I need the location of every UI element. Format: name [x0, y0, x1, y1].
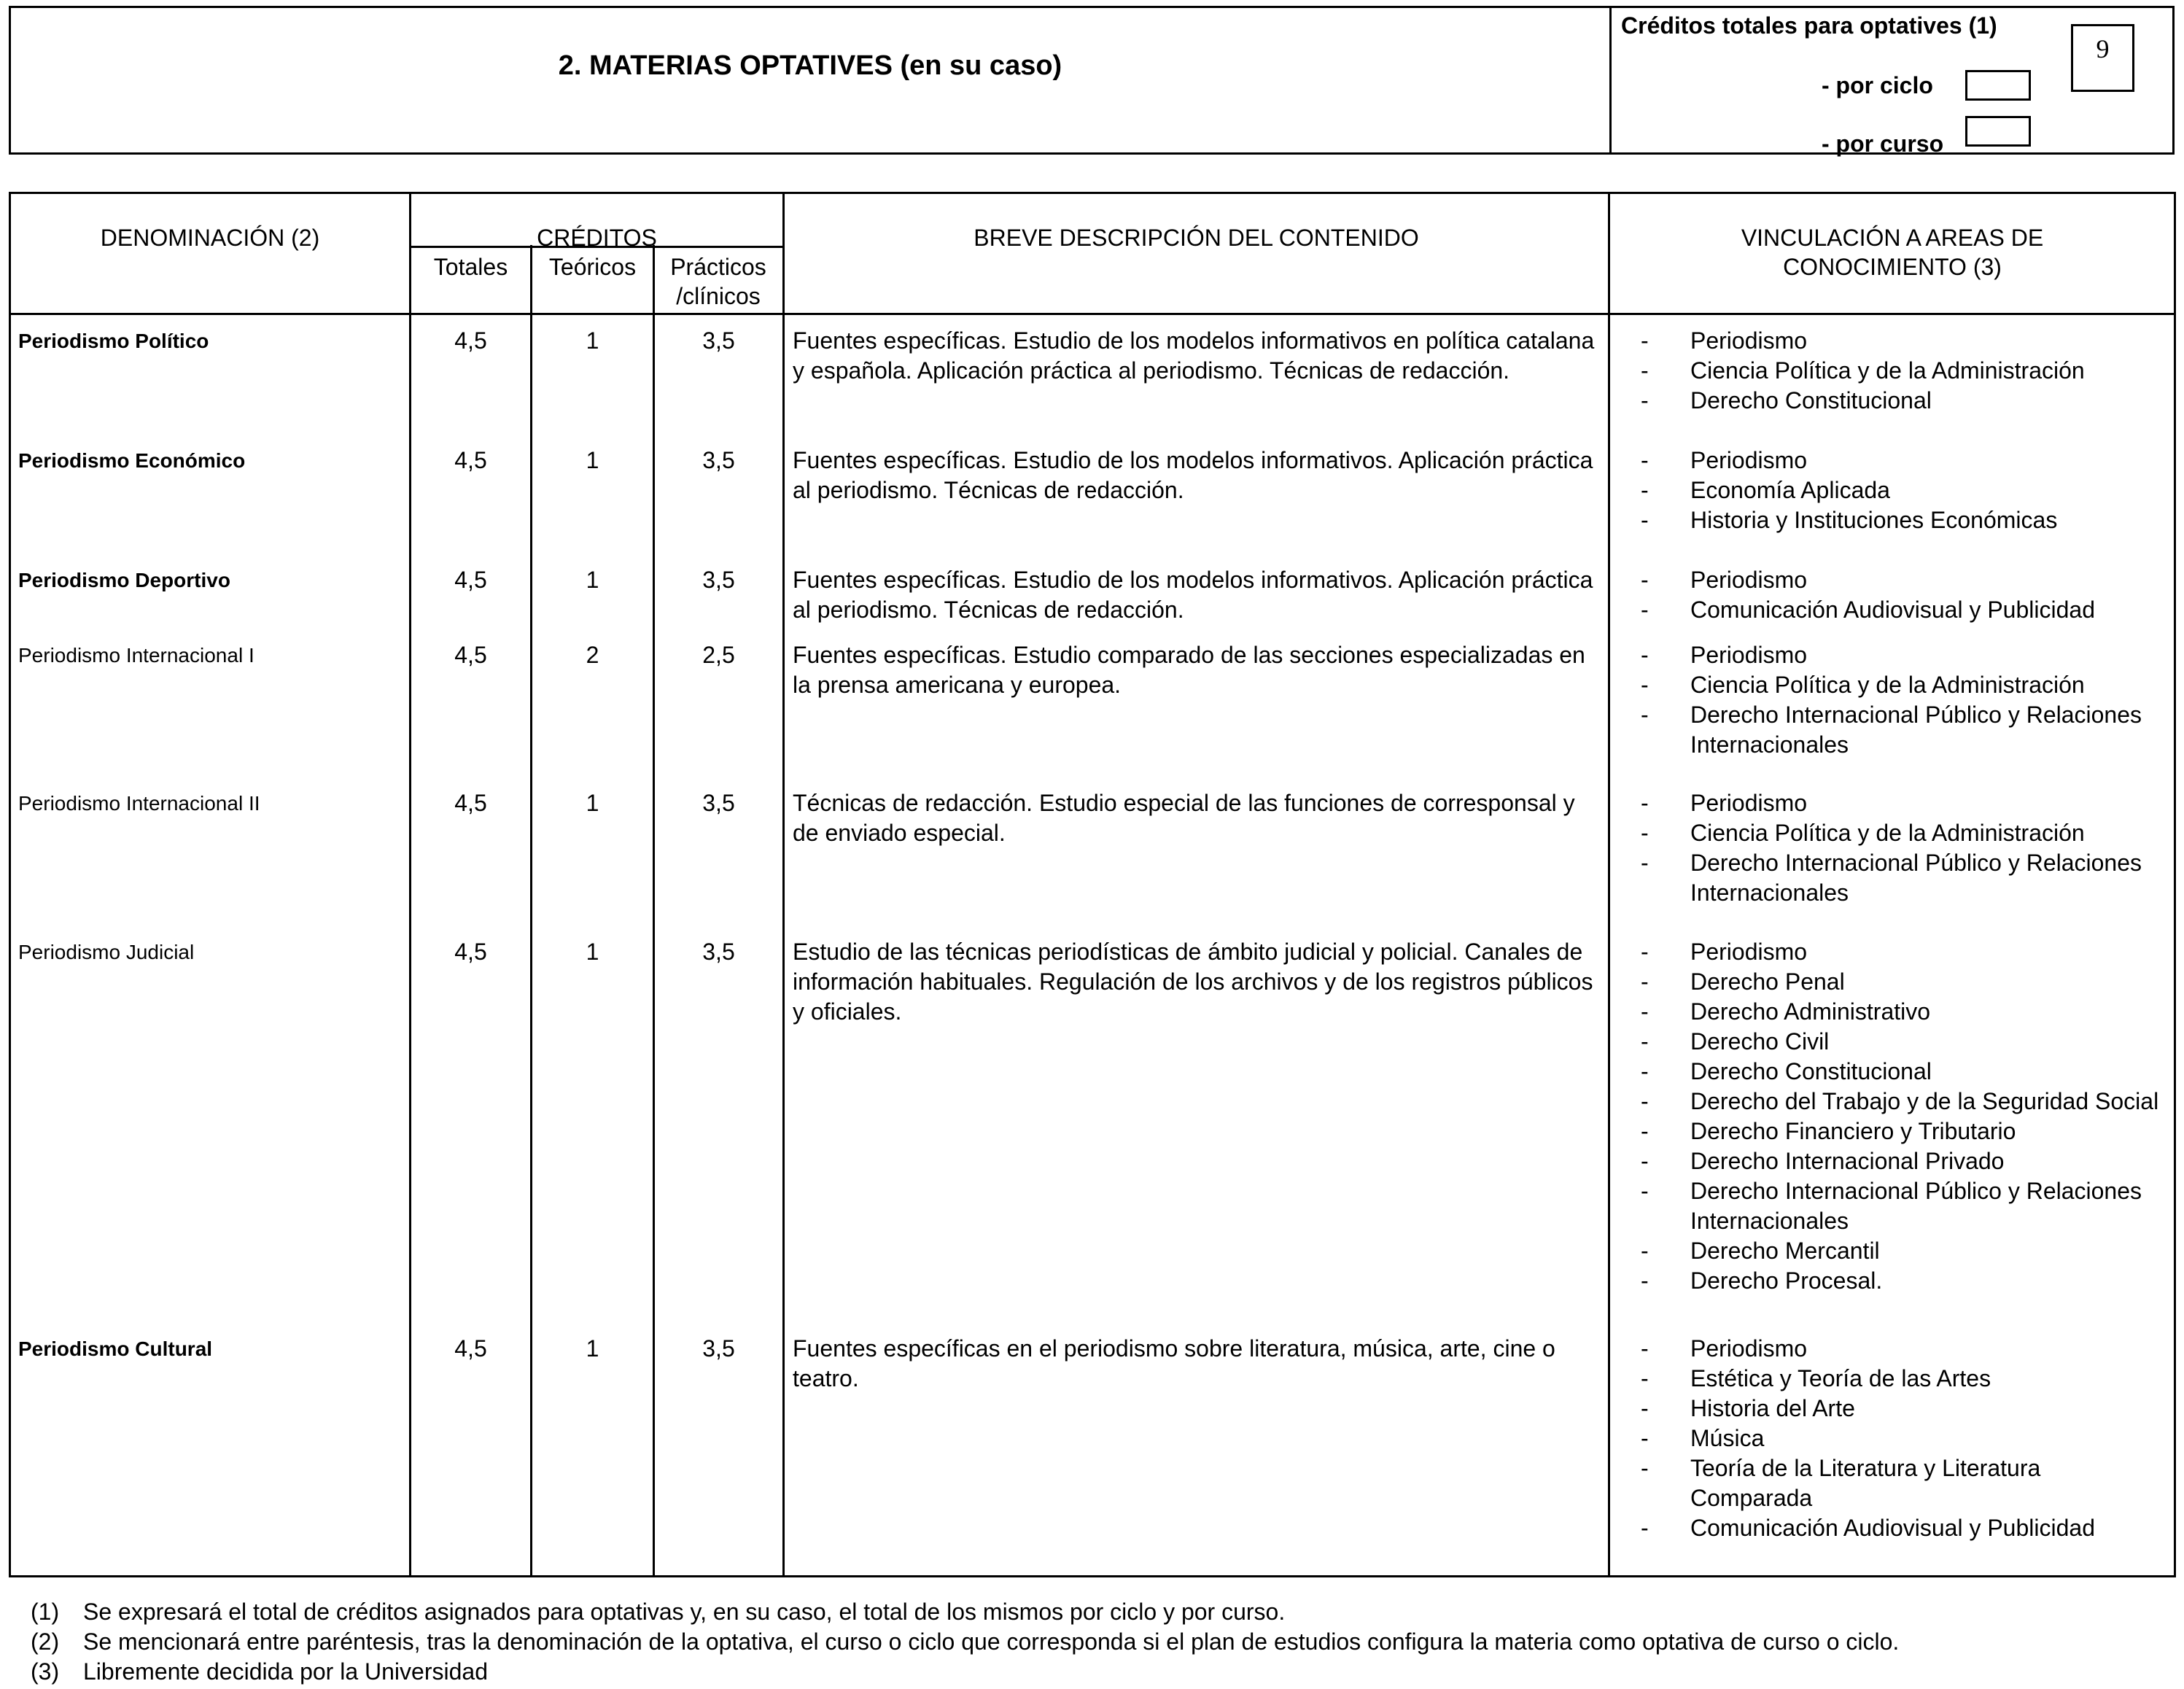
- credits-practical: 3,5: [702, 1335, 735, 1362]
- credits-total: 4,5: [454, 567, 487, 593]
- knowledge-area-item: - Derecho Internacional Público y Relaciones Internacionales: [1641, 700, 2166, 760]
- knowledge-area-item: - Periodismo: [1641, 937, 2166, 967]
- knowledge-area-item: - Comunicación Audiovisual y Publicidad: [1641, 1513, 2166, 1543]
- total-credits-box: 9: [2071, 24, 2134, 92]
- knowledge-area-item: - Derecho Financiero y Tributario: [1641, 1117, 2166, 1146]
- knowledge-area-item: - Ciencia Política y de la Administración: [1641, 818, 2166, 848]
- subject-name: Periodismo Judicial: [18, 941, 195, 963]
- knowledge-area-item: - Historia del Arte: [1641, 1394, 2166, 1424]
- subjects-table: [9, 192, 2176, 1577]
- credits-practical: 3,5: [702, 567, 735, 593]
- credits-total: 4,5: [454, 642, 487, 668]
- knowledge-area-item: - Derecho Civil: [1641, 1027, 2166, 1057]
- credits-total: 4,5: [454, 327, 487, 354]
- knowledge-areas-list: [1641, 1334, 2166, 1543]
- credits-practical: 3,5: [702, 939, 735, 965]
- footnote: [31, 1627, 1899, 1657]
- credits-practical: 3,5: [702, 327, 735, 354]
- knowledge-area-item: - Periodismo: [1641, 565, 2166, 595]
- subject-name: Periodismo Político: [18, 330, 209, 352]
- knowledge-area-item: - Periodismo: [1641, 788, 2166, 818]
- knowledge-area-item: - Historia y Instituciones Económicas: [1641, 505, 2166, 535]
- subject-description: Fuentes específicas en el periodismo sobre literatura, música, arte, cine o teatro.: [793, 1335, 1555, 1391]
- knowledge-area-item: - Derecho Constitucional: [1641, 1057, 2166, 1087]
- col-header-name: DENOMINACIÓN (2): [100, 225, 320, 251]
- knowledge-area-item: - Teoría de la Literatura y Literatura Comparada: [1641, 1453, 2166, 1513]
- credits-total: 4,5: [454, 447, 487, 473]
- column-divider: [1608, 194, 1610, 1575]
- footnote-text: Libremente decidida por la Universidad: [83, 1658, 488, 1685]
- subject-name: Periodismo Cultural: [18, 1337, 213, 1360]
- knowledge-area-item: - Música: [1641, 1424, 2166, 1453]
- per-cycle-label: - por ciclo: [1822, 72, 1933, 98]
- knowledge-area-item: - Ciencia Política y de la Administración: [1641, 356, 2166, 386]
- knowledge-areas-list: [1641, 640, 2166, 760]
- knowledge-area-item: - Comunicación Audiovisual y Publicidad: [1641, 595, 2166, 625]
- knowledge-area-item: - Periodismo: [1641, 326, 2166, 356]
- credits-practical: 3,5: [702, 790, 735, 816]
- column-divider: [782, 194, 785, 1575]
- knowledge-areas-list: [1641, 937, 2166, 1296]
- subject-description: Fuentes específicas. Estudio comparado de las secciones especializadas en la prensa americana y europea.: [793, 642, 1585, 698]
- credits-total: 4,5: [454, 1335, 487, 1362]
- per-course-label: - por curso: [1822, 131, 1944, 157]
- credits-practical: 3,5: [702, 447, 735, 473]
- knowledge-area-item: - Derecho Constitucional: [1641, 386, 2166, 416]
- credits-practical: 2,5: [702, 642, 735, 668]
- footnote-marker: (2): [31, 1628, 60, 1655]
- knowledge-area-item: - Derecho Mercantil: [1641, 1236, 2166, 1266]
- knowledge-area-item: - Economía Aplicada: [1641, 475, 2166, 505]
- knowledge-area-item: - Derecho del Trabajo y de la Seguridad Social: [1641, 1087, 2166, 1117]
- knowledge-areas-list: [1641, 565, 2166, 625]
- subject-description: Fuentes específicas. Estudio de los modelos informativos en política catalana y española. Aplicación práctica al periodismo. Técnicas de redacción.: [793, 327, 1595, 384]
- column-divider: [653, 245, 655, 1575]
- per-cycle-box: [1965, 70, 2031, 101]
- footnote: [31, 1597, 1899, 1627]
- subject-name: Periodismo Internacional II: [18, 792, 260, 815]
- section-title-cell: [11, 8, 1612, 152]
- section-title: 2. MATERIAS OPTATIVES (en su caso): [558, 50, 1062, 81]
- knowledge-area-item: - Periodismo: [1641, 1334, 2166, 1364]
- knowledge-area-item: - Periodismo: [1641, 446, 2166, 475]
- subject-description: Fuentes específicas. Estudio de los modelos informativos. Aplicación práctica al periodismo. Técnicas de redacción.: [793, 447, 1593, 503]
- knowledge-area-item: - Derecho Internacional Público y Relaciones Internacionales: [1641, 1176, 2166, 1236]
- footnote: [31, 1657, 1899, 1687]
- col-header-practical: Prácticos /clínicos: [670, 254, 766, 309]
- column-divider: [530, 245, 532, 1575]
- per-course-box: [1965, 116, 2031, 147]
- credits-theory: 1: [586, 939, 599, 965]
- knowledge-area-item: - Derecho Penal: [1641, 967, 2166, 997]
- knowledge-area-item: - Estética y Teoría de las Artes: [1641, 1364, 2166, 1394]
- knowledge-areas-list: [1641, 788, 2166, 908]
- knowledge-area-item: - Derecho Internacional Privado: [1641, 1146, 2166, 1176]
- credits-theory: 2: [586, 642, 599, 668]
- knowledge-areas-list: [1641, 446, 2166, 535]
- header-bottom-rule: [11, 313, 2174, 315]
- col-header-credits: CRÉDITOS: [537, 225, 657, 251]
- credits-theory: 1: [586, 567, 599, 593]
- credits-total: 4,5: [454, 790, 487, 816]
- col-header-description: BREVE DESCRIPCIÓN DEL CONTENIDO: [974, 225, 1419, 251]
- footnote-marker: (3): [31, 1658, 60, 1685]
- footnote-text: Se mencionará entre paréntesis, tras la denominación de la optativa, el curso o ciclo que corresponda si el plan de estudios configura la materia como optativa de curso o ciclo.: [83, 1628, 1900, 1655]
- col-header-areas: VINCULACIÓN A AREAS DE CONOCIMIENTO (3): [1741, 225, 2044, 280]
- knowledge-areas-list: [1641, 326, 2166, 416]
- credits-theory: 1: [586, 327, 599, 354]
- knowledge-area-item: - Ciencia Política y de la Administración: [1641, 670, 2166, 700]
- total-credits-label: Créditos totales para optatives (1): [1621, 12, 1997, 39]
- footnote-text: Se expresará el total de créditos asignados para optativas y, en su caso, el total de los mismos por ciclo y por curso.: [83, 1599, 1286, 1625]
- subject-name: Periodismo Internacional I: [18, 644, 254, 667]
- knowledge-area-item: - Derecho Administrativo: [1641, 997, 2166, 1027]
- knowledge-area-item: - Derecho Procesal.: [1641, 1266, 2166, 1296]
- credits-theory: 1: [586, 790, 599, 816]
- footnote-marker: (1): [31, 1599, 60, 1625]
- credits-theory: 1: [586, 447, 599, 473]
- header-box: [9, 6, 2175, 155]
- col-header-theory: Teóricos: [548, 254, 637, 280]
- credits-theory: 1: [586, 1335, 599, 1362]
- subject-description: Técnicas de redacción. Estudio especial de las funciones de corresponsal y de enviado especial.: [793, 790, 1575, 846]
- subject-description: Estudio de las técnicas periodísticas de ámbito judicial y policial. Canales de información habituales. Regulación de los archivos y de los registros públicos y oficiales.: [793, 939, 1593, 1025]
- knowledge-area-item: - Derecho Internacional Público y Relaciones Internacionales: [1641, 848, 2166, 908]
- knowledge-area-item: - Periodismo: [1641, 640, 2166, 670]
- subject-name: Periodismo Económico: [18, 449, 246, 472]
- col-header-total: Totales: [433, 254, 508, 280]
- subject-name: Periodismo Deportivo: [18, 569, 230, 591]
- credits-total: 4,5: [454, 939, 487, 965]
- column-divider: [409, 194, 411, 1575]
- subject-description: Fuentes específicas. Estudio de los modelos informativos. Aplicación práctica al periodismo. Técnicas de redacción.: [793, 567, 1593, 623]
- footnotes: [31, 1597, 1899, 1687]
